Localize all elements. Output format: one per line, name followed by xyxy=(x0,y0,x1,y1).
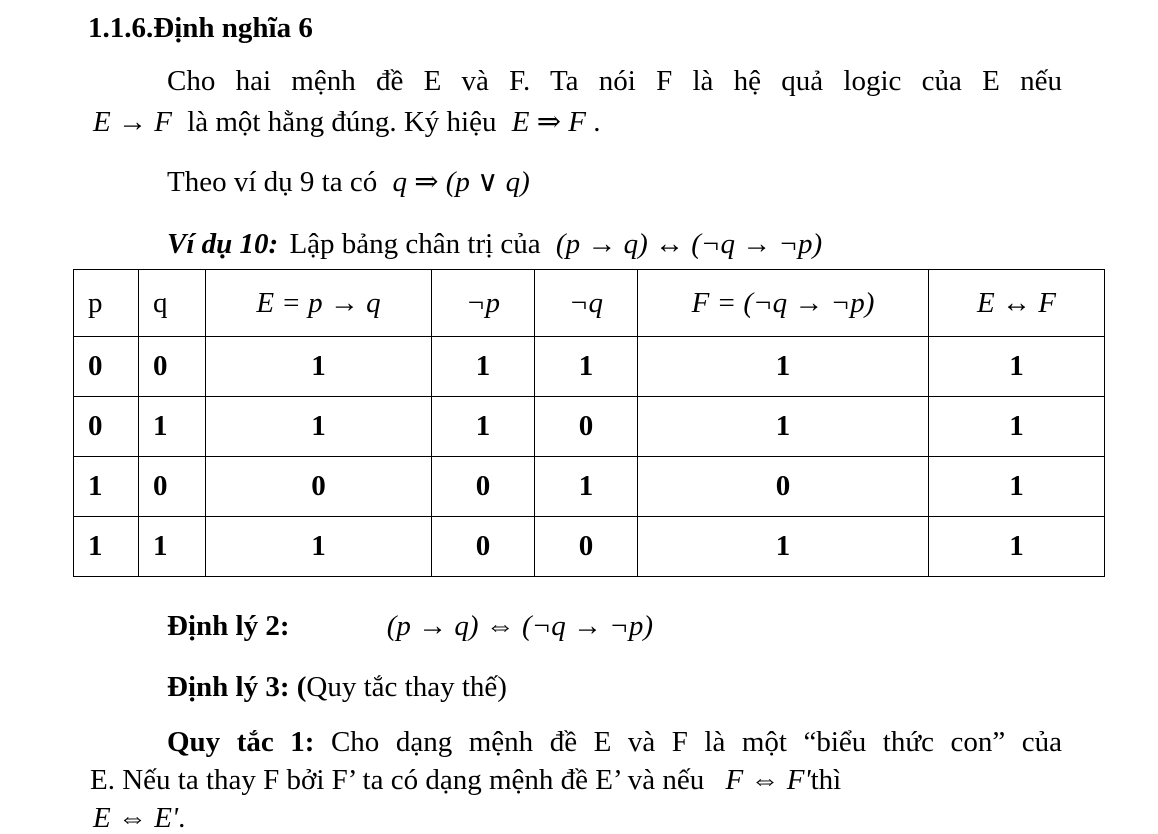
example-10-label: Ví dụ 10: xyxy=(167,228,279,260)
definition-line-2 xyxy=(93,108,600,137)
table-row xyxy=(74,337,1105,397)
example-9-text: Theo ví dụ 9 ta có xyxy=(167,166,378,198)
cell-q: 1 xyxy=(139,517,206,577)
math-e-implies-f: E → F xyxy=(93,106,172,138)
cell-p: 0 xyxy=(74,337,139,397)
cell-not-p: 1 xyxy=(432,337,535,397)
rule-1-line-2-math: F ⇔ F' xyxy=(725,764,811,796)
cell-p: 1 xyxy=(74,517,139,577)
cell-not-p: 1 xyxy=(432,397,535,457)
section-heading: 1.1.6.Định nghĩa 6 xyxy=(88,12,313,44)
cell-e: 1 xyxy=(206,397,432,457)
cell-p: 1 xyxy=(74,457,139,517)
cell-not-p: 0 xyxy=(432,517,535,577)
definition-line-1: Cho hai mệnh đề E và F. Ta nói F là hệ quả logic của E nếu xyxy=(167,65,1062,97)
example-10-math: (p → q) ↔ (¬q → ¬p) xyxy=(555,228,823,260)
cell-q: 0 xyxy=(139,337,206,397)
table-row xyxy=(74,457,1105,517)
cell-f: 1 xyxy=(638,517,929,577)
cell-p: 0 xyxy=(74,397,139,457)
header-e-iff-f: E ↔ F xyxy=(929,270,1105,337)
cell-e-iff-f: 1 xyxy=(929,517,1105,577)
header-not-q: ¬q xyxy=(535,270,638,337)
cell-q: 1 xyxy=(139,397,206,457)
cell-q: 0 xyxy=(139,457,206,517)
rule-1-line-2-end: thì xyxy=(810,764,842,796)
example-9-line xyxy=(167,168,530,197)
theorem-3-label: Định lý 3: ( xyxy=(167,671,307,703)
table-row xyxy=(74,517,1105,577)
table-row xyxy=(74,397,1105,457)
cell-not-p: 0 xyxy=(432,457,535,517)
cell-e-iff-f: 1 xyxy=(929,337,1105,397)
cell-not-q: 0 xyxy=(535,397,638,457)
rule-1-line-2 xyxy=(90,766,841,795)
cell-f: 1 xyxy=(638,337,929,397)
truth-table-header-row xyxy=(74,270,1105,337)
cell-e-iff-f: 1 xyxy=(929,397,1105,457)
cell-e-iff-f: 1 xyxy=(929,457,1105,517)
rule-1-line-2-text: E. Nếu ta thay F bởi F’ ta có dạng mệnh đề E’ và nếu xyxy=(90,764,705,796)
cell-not-q: 0 xyxy=(535,517,638,577)
header-p: p xyxy=(74,270,139,337)
theorem-3-text: Quy tắc thay thế) xyxy=(306,671,507,703)
cell-not-q: 1 xyxy=(535,457,638,517)
header-q: q xyxy=(139,270,206,337)
cell-e: 1 xyxy=(206,337,432,397)
theorem-2-line xyxy=(167,612,653,641)
rule-1-line-3-math: E ⇔ E' xyxy=(93,802,179,834)
truth-table xyxy=(73,269,1105,577)
theorem-2-label: Định lý 2: xyxy=(167,610,290,642)
cell-e: 1 xyxy=(206,517,432,577)
cell-not-q: 1 xyxy=(535,337,638,397)
rule-1-label: Quy tắc 1: xyxy=(167,726,315,758)
math-e-logical-consequence-f: E ⇒ F xyxy=(511,106,586,138)
rule-1-line-3 xyxy=(93,804,185,833)
cell-f: 0 xyxy=(638,457,929,517)
rule-1-line-3-end: . xyxy=(178,802,186,834)
cell-e: 0 xyxy=(206,457,432,517)
example-10-text: Lập bảng chân trị của xyxy=(289,228,541,260)
example-10-line xyxy=(167,230,822,259)
definition-line-2-text: là một hằng đúng. Ký hiệu xyxy=(187,106,497,138)
theorem-2-math: (p → q) ⇔ (¬q → ¬p) xyxy=(386,610,654,642)
header-not-p: ¬p xyxy=(432,270,535,337)
rule-1-line-1 xyxy=(167,728,1062,757)
rule-1-text: Cho dạng mệnh đề E và F là một “biểu thức con” của xyxy=(330,726,1062,758)
cell-f: 1 xyxy=(638,397,929,457)
theorem-3-line xyxy=(167,673,507,702)
header-f: F = (¬q → ¬p) xyxy=(638,270,929,337)
header-e: E = p → q xyxy=(206,270,432,337)
example-9-math: q ⇒ (p ∨ q) xyxy=(392,166,530,198)
definition-line-2-end: . xyxy=(593,106,601,138)
